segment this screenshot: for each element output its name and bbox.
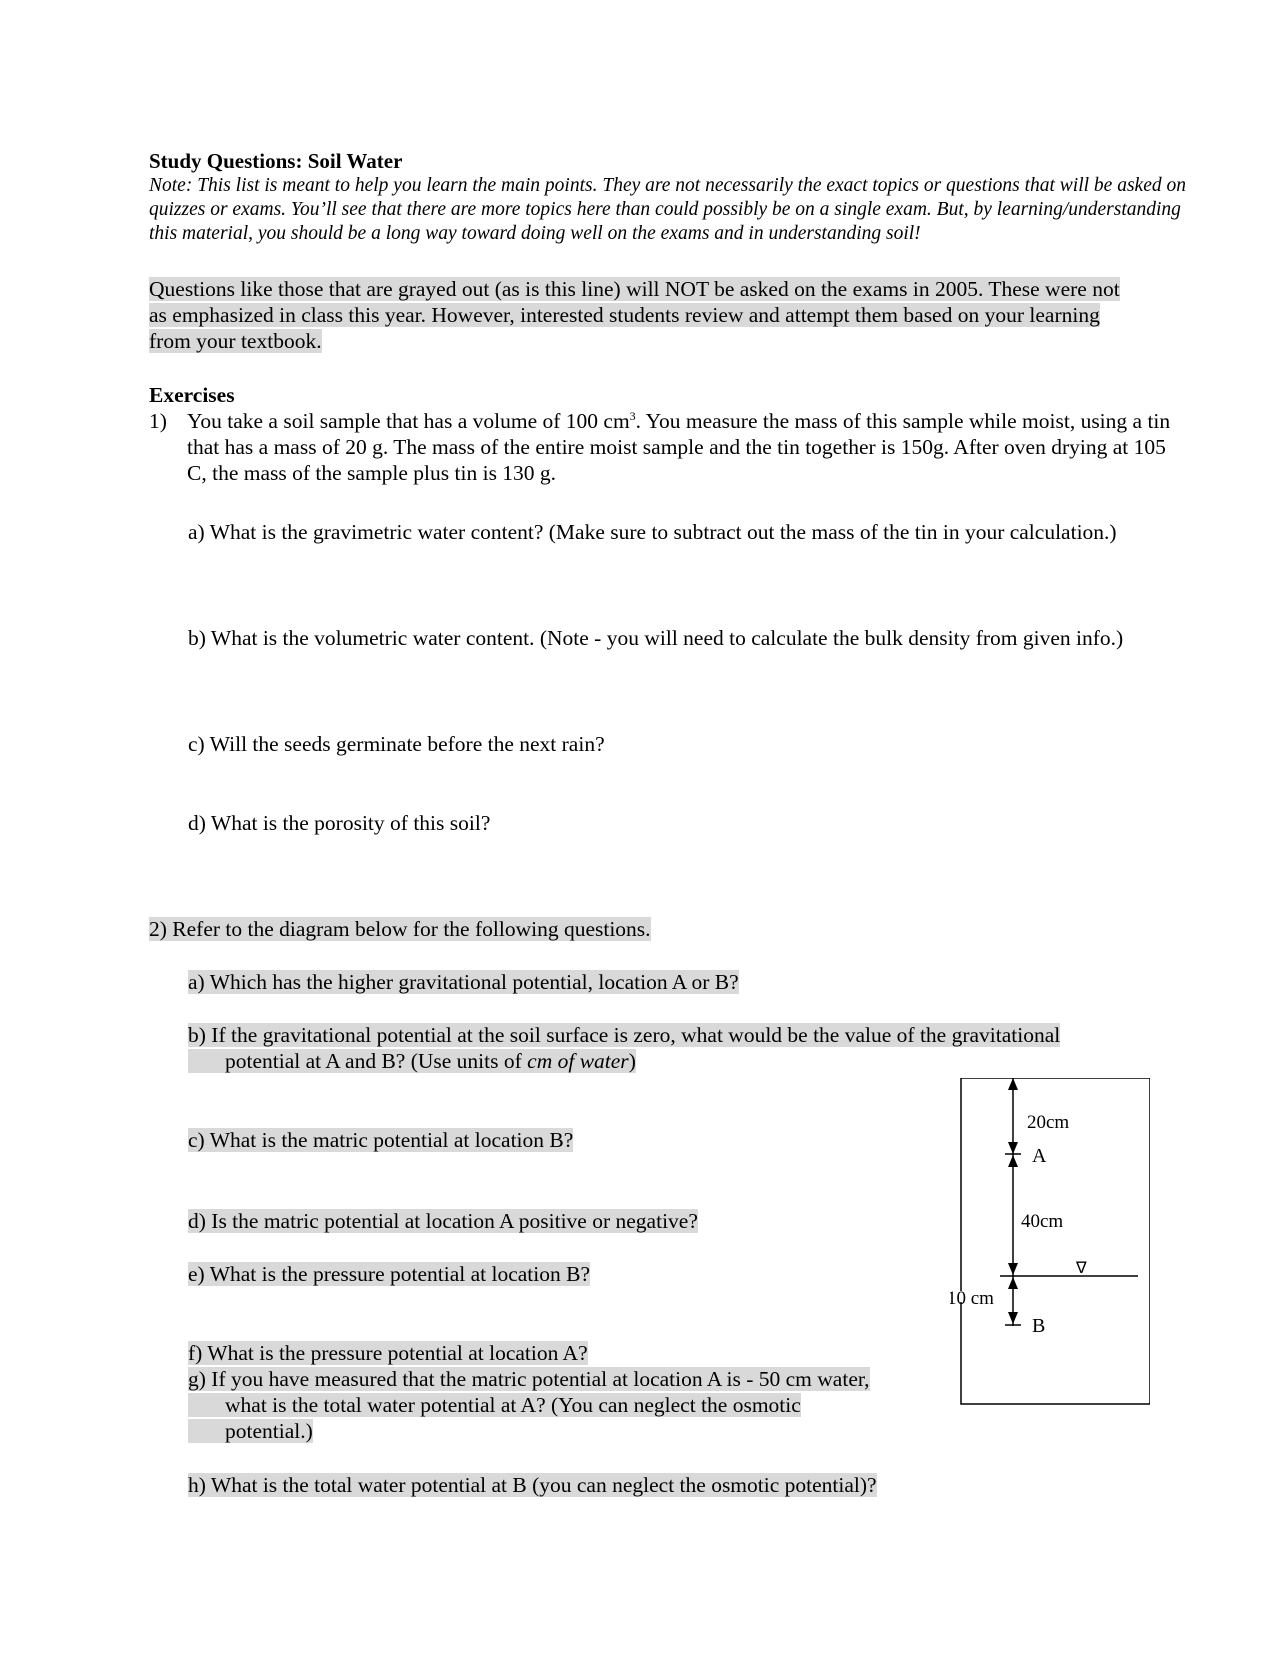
question-2e: e) What is the pressure potential at location B?: [188, 1262, 591, 1286]
question-1-text-a: You take a soil sample that has a volume of 100 cm: [187, 409, 630, 433]
arrowhead-20-bottom: [1008, 1142, 1018, 1154]
exercises-heading: Exercises: [149, 383, 235, 407]
question-1: [149, 408, 1189, 486]
question-2f: f) What is the pressure potential at location A?: [188, 1341, 588, 1365]
question-2g-line-1: g) If you have measured that the matric potential at location A is - 50 cm water,: [188, 1367, 870, 1391]
question-2f-g: [188, 1340, 870, 1444]
document-body: [149, 148, 1189, 486]
question-1c: c) Will the seeds germinate before the next rain?: [188, 732, 605, 756]
question-2b-line-1: b) If the gravitational potential at the soil surface is zero, what would be the value of the gravitational: [188, 1023, 1061, 1047]
arrowhead-top: [1008, 1078, 1018, 1090]
question-1a: a) What is the gravimetric water content? (Make sure to subtract out the mass of the tin in your calculation.): [188, 520, 1117, 544]
gray-notice-line-2: as emphasized in class this year. However, interested students review and attempt them based on your learning: [149, 303, 1100, 327]
question-1-text-b: . You measure the mass of this sample while moist, using a tin that has a mass of 20 g. The mass of the entire moist sample and the tin together is 150g. After oven drying at 105 C, the mass of the sample plus tin is 130 g.: [187, 409, 1171, 485]
page-title: Study Questions: Soil Water: [149, 149, 403, 173]
label-20cm: 20cm: [1027, 1112, 1070, 1133]
question-1-number: 1): [149, 409, 167, 433]
question-2g-line-2: what is the total water potential at A? (You can neglect the osmotic: [188, 1393, 801, 1417]
arrowhead-40-bottom: [1008, 1263, 1018, 1275]
question-1d: d) What is the porosity of this soil?: [188, 811, 491, 835]
soil-profile-diagram: [950, 1078, 1150, 1423]
soil-profile-svg: [950, 1078, 1150, 1418]
note-paragraph: Note: This list is meant to help you learn the main points. They are not necessarily the exact topics or questions that will be asked on quizzes or exams. You’ll see that there are more topics here than could possibly be on a single exam. But, by learning/understanding this material, you should be a long way toward doing well on the exams and in understanding soil!: [149, 175, 1186, 244]
question-2h: h) What is the total water potential at B (you can neglect the osmotic potential)?: [188, 1473, 877, 1497]
label-40cm: 40cm: [1021, 1211, 1064, 1232]
gray-notice: [149, 276, 1189, 354]
question-2d: d) Is the matric potential at location A positive or negative?: [188, 1209, 698, 1233]
arrowhead-40-top: [1008, 1155, 1018, 1167]
gray-notice-line-1: Questions like those that are grayed out (as is this line) will NOT be asked on the exams in 2005. These were not: [149, 277, 1120, 301]
label-location-a: A: [1032, 1145, 1047, 1167]
question-2b: [188, 1022, 1060, 1074]
arrowhead-10-bottom: [1008, 1312, 1018, 1324]
question-1-superscript: 3: [629, 408, 636, 423]
question-2a: a) Which has the higher gravitational potential, location A or B?: [188, 970, 739, 994]
question-2b-line-2: potential at A and B? (Use units of cm of water): [188, 1049, 636, 1073]
gray-notice-line-3: from your textbook.: [149, 329, 322, 353]
arrowhead-10-top: [1008, 1277, 1018, 1289]
question-2-intro: 2) Refer to the diagram below for the following questions.: [149, 917, 651, 941]
question-2g-line-3: potential.): [188, 1419, 313, 1443]
label-10cm: 10 cm: [950, 1288, 994, 1309]
water-table-icon: ∇: [1076, 1258, 1087, 1277]
question-2c: c) What is the matric potential at location B?: [188, 1128, 574, 1152]
question-1b: b) What is the volumetric water content. (Note - you will need to calculate the bulk density from given info.): [188, 626, 1124, 650]
label-location-b: B: [1032, 1315, 1046, 1337]
